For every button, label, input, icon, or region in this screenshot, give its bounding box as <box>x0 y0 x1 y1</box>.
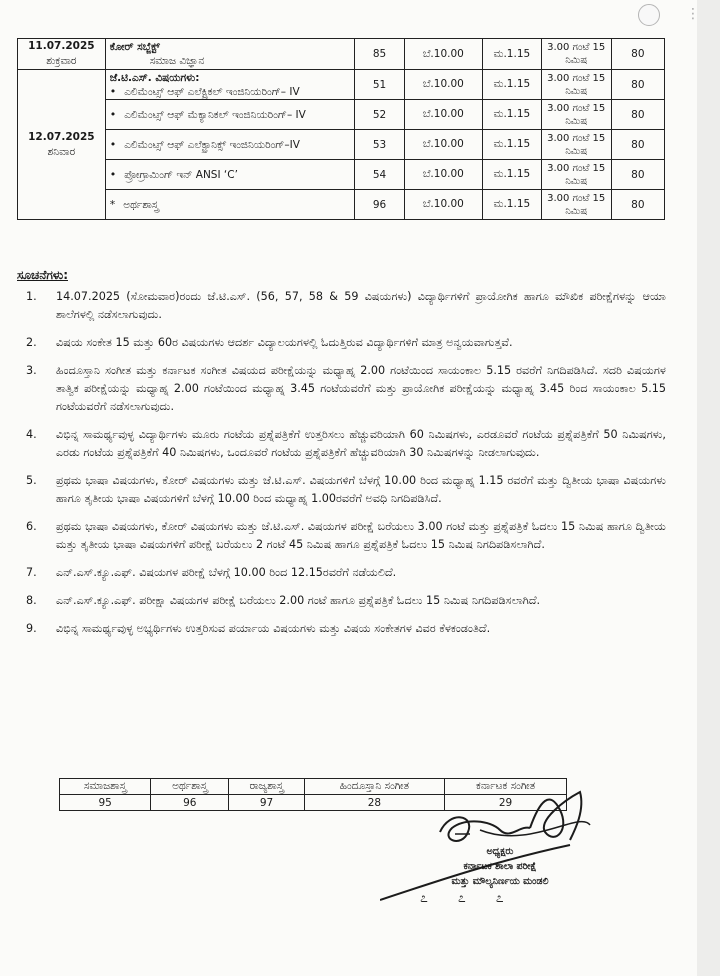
list-item <box>26 472 666 508</box>
note-text: ವಿಷಯ ಸಂಕೇತ 15 ಮತ್ತು 60ರ ವಿಷಯಗಳು ಆದರ್ಶ ವಿದ್ಯಾಲಯಗಳಲ್ಲಿ ಓದುತ್ತಿರುವ ವಿದ್ಯಾರ್ಥಿಗಳಿಗೆ ಮಾತ್ರ ಅನ್ವಯವಾಗುತ್ತವೆ. <box>56 336 513 349</box>
circle-icon[interactable] <box>638 4 660 26</box>
exam-day: ಶನಿವಾರ <box>47 145 76 158</box>
more-options-icon[interactable]: ⋮ <box>686 6 700 22</box>
max-marks: 80 <box>611 190 664 220</box>
note-number: 5. <box>26 474 37 487</box>
end-time: ಮ.1.15 <box>483 190 542 220</box>
subject-name-cell: ಕರ್ನಾಟಕ ಸಂಗೀತ <box>445 779 567 795</box>
subject-code: 96 <box>355 190 404 220</box>
signatory-org: ಕರ್ನಾಟಕ ಶಾಲಾ ಪರೀಕ್ಷೆ <box>463 861 537 872</box>
duration: 3.00 ಗಂಟೆ 15 ನಿಮಿಷ <box>541 39 611 70</box>
subject-name-cell: ಸಮಾಜಶಾಸ್ತ್ರ <box>60 779 151 795</box>
note-text: ಪ್ರಥಮ ಭಾಷಾ ವಿಷಯಗಳು, ಕೋರ್ ವಿಷಯಗಳು ಮತ್ತು ಜೆ.ಟಿ.ಎಸ್. ವಿಷಯಗಳ ಪರೀಕ್ಷೆ ಬರೆಯಲು 3.00 ಗಂಟೆ ಮತ್ತು ಪ್ರಶ್ನೆಪತ್ರಿಕೆ ಓದಲು 15 ನಿಮಿಷ ಹಾಗೂ ದ್ವಿತೀಯ ಮತ್ತು ತೃತೀಯ ಭಾಷಾ ವಿಷಯಗಳಿಗೆ ಪರೀಕ್ಷೆ ಬರೆಯಲು 2 ಗಂಟೆ 45 ನಿಮಿಷ ಹಾಗೂ ಪ್ರಶ್ನೆಪತ್ರಿಕೆ ಓದಲು 15 ನಿಮಿಷ ನಿಗದಿಪಡಿಸಲಾಗಿದೆ. <box>56 520 666 551</box>
start-time: ಬೆ.10.00 <box>404 160 482 190</box>
subject-code: 51 <box>355 70 404 100</box>
start-time: ಬೆ.10.00 <box>404 130 482 160</box>
list-item <box>26 426 666 462</box>
subject-name: ಅರ್ಥಶಾಸ್ತ್ರ <box>123 198 159 211</box>
subject-name: ಪ್ರೋಗ್ರಾಮಿಂಗ್ ಇನ್ ANSI ‘C’ <box>124 168 238 181</box>
notes-title: ಸೂಚನೆಗಳು: <box>17 268 68 282</box>
note-text: 14.07.2025 (ಸೋಮವಾರ)ರಂದು ಜೆ.ಟಿ.ಎಸ್. (56, 57, 58 & 59 ವಿಷಯಗಳು) ವಿದ್ಯಾರ್ಥಿಗಳಿಗೆ ಪ್ರಾಯೋಗಿಕ ಹಾಗೂ ಮೌಖಿಕ ಪರೀಕ್ಷೆಗಳನ್ನು ಆಯಾ ಶಾಲೆಗಳಲ್ಲಿ ನಡೆಸಲಾಗುವುದು. <box>56 290 666 321</box>
note-text: ಪ್ರಥಮ ಭಾಷಾ ವಿಷಯಗಳು, ಕೋರ್ ವಿಷಯಗಳು ಮತ್ತು ಜೆ.ಟಿ.ಎಸ್. ವಿಷಯಗಳಿಗೆ ಬೆಳಗ್ಗೆ 10.00 ರಿಂದ ಮಧ್ಯಾಹ್ನ 1.15 ರವರೆಗೆ ಮತ್ತು ದ್ವಿತೀಯ ಭಾಷಾ ವಿಷಯಗಳು ಹಾಗೂ ತೃತೀಯ ಭಾಷಾ ವಿಷಯಗಳಿಗೆ ಬೆಳಗ್ಗೆ 10.00 ರಿಂದ ಮಧ್ಯಾಹ್ನ 1.00ರವರೆಗೆ ಅವಧಿ ನಿಗದಿಪಡಿಸಿದೆ. <box>56 474 666 505</box>
table-row <box>18 39 665 70</box>
end-time: ಮ.1.15 <box>483 39 542 70</box>
duration: 3.00 ಗಂಟೆ 15 ನಿಮಿಷ <box>541 100 611 130</box>
signature-block <box>425 844 575 889</box>
note-text: ವಿಭಿನ್ನ ಸಾಮರ್ಥ್ಯವುಳ್ಳ ವಿದ್ಯಾರ್ಥಿಗಳು ಮೂರು ಗಂಟೆಯ ಪ್ರಶ್ನೆಪತ್ರಿಕೆಗೆ ಉತ್ತರಿಸಲು ಹೆಚ್ಚುವರಿಯಾಗಿ 60 ನಿಮಿಷಗಳು, ಎರಡೂವರೆ ಗಂಟೆಯ ಪ್ರಶ್ನೆಪತ್ರಿಕೆಗೆ 50 ನಿಮಿಷಗಳು, ಎರಡು ಗಂಟೆಯ ಪ್ರಶ್ನೆಪತ್ರಿಕೆಗೆ 40 ನಿಮಿಷಗಳು, ಒಂದೂವರೆ ಗಂಟೆಯ ಪ್ರಶ್ನೆಪತ್ರಿಕೆಗೆ ಹೆಚ್ಚುವರಿಯಾಗಿ 30 ನಿಮಿಷಗಳನ್ನು ನೀಡಲಾಗುವುದು. <box>56 428 666 459</box>
subject-code: 52 <box>355 100 404 130</box>
note-number: 6. <box>26 520 37 533</box>
subject-group: ಕೋರ್ ಸಬ್ಜೆಕ್ಟ್ <box>109 41 160 53</box>
note-text: ವಿಭಿನ್ನ ಸಾಮರ್ಥ್ಯವುಳ್ಳ ಅಭ್ಯರ್ಥಿಗಳು ಉತ್ತರಿಸುವ ಪರ್ಯಾಯ ವಿಷಯಗಳು ಮತ್ತು ವಿಷಯ ಸಂಕೇತಗಳ ವಿವರ ಕೆಳಕಂಡಂತಿದೆ. <box>56 622 491 635</box>
duration: 3.00 ಗಂಟೆ 15 ನಿಮಿಷ <box>541 70 611 100</box>
start-time: ಬೆ.10.00 <box>404 70 482 100</box>
exam-date: 12.07.2025 <box>28 130 95 143</box>
note-number: 2. <box>26 336 37 349</box>
bullet-icon: • <box>109 167 117 181</box>
start-time: ಬೆ.10.00 <box>404 190 482 220</box>
end-time: ಮ.1.15 <box>483 100 542 130</box>
subject-name-cell: ರಾಜ್ಯಶಾಸ್ತ್ರ <box>229 779 304 795</box>
exam-day: ಶುಕ್ರವಾರ <box>46 55 77 67</box>
bullet-icon: • <box>109 107 117 121</box>
subject-name: ಎಲಿಮೆಂಟ್ಸ್ ಆಫ್ ಮೆಕ್ಯಾನಿಕಲ್ ಇಂಜಿನಿಯರಿಂಗ್– IV <box>124 108 306 121</box>
note-text: ಹಿಂದೂಸ್ತಾನಿ ಸಂಗೀತ ಮತ್ತು ಕರ್ನಾಟಕ ಸಂಗೀತ ವಿಷಯದ ಪರೀಕ್ಷೆಯನ್ನು ಮಧ್ಯಾಹ್ನ 2.00 ಗಂಟೆಯಿಂದ ಸಾಯಂಕಾಲ 5.15 ರವರೆಗೆ ನಿಗದಿಪಡಿಸಿದೆ. ಸದರಿ ವಿಷಯಗಳ ತಾತ್ವಿಕ ಪರೀಕ್ಷೆಯನ್ನು ಮಧ್ಯಾಹ್ನ 2.00 ಗಂಟೆಯಿಂದ ಮಧ್ಯಾಹ್ನ 3.45 ಗಂಟೆಯವರೆಗೆ ಮತ್ತು ಪ್ರಾಯೋಗಿಕ ಪರೀಕ್ಷೆಯನ್ನು ಮಧ್ಯಾಹ್ನ 3.45 ರಿಂದ ಸಾಯಂಕಾಲ 5.15 ಗಂಟೆಯವರೆಗೆ ನಡೆಸಲಾಗುವುದು. <box>56 364 666 413</box>
handwritten-marks: ೭೭೭ <box>420 890 534 906</box>
list-item <box>26 564 666 582</box>
signatory-org-2: ಮತ್ತು ಮೌಲ್ಯನಿರ್ಣಯ ಮಂಡಲಿ <box>451 876 549 887</box>
note-text: ಎನ್.ಎಸ್.ಕ್ಯೂ.ಎಫ್. ಪರೀಕ್ಷಾ ವಿಷಯಗಳ ಪರೀಕ್ಷೆ ಬರೆಯಲು 2.00 ಗಂಟೆ ಹಾಗೂ ಪ್ರಶ್ನೆಪತ್ರಿಕೆ ಓದಲು 15 ನಿಮಿಷ ನಿಗದಿಪಡಿಸಲಾಗಿದೆ. <box>56 594 541 607</box>
max-marks: 80 <box>611 100 664 130</box>
list-item <box>26 362 666 416</box>
subject-name-cell: ಹಿಂದೂಸ್ತಾನಿ ಸಂಗೀತ <box>304 779 444 795</box>
subject-code: 54 <box>355 160 404 190</box>
asterisk-icon: * <box>109 197 116 211</box>
note-number: 1. <box>26 290 37 303</box>
exam-timetable <box>17 38 665 220</box>
subject-code-cell: 97 <box>229 795 304 811</box>
note-number: 7. <box>26 566 37 579</box>
list-item <box>26 334 666 352</box>
max-marks: 80 <box>611 39 664 70</box>
bullet-icon: • <box>109 84 117 98</box>
table-row <box>18 160 665 190</box>
subject-group: ಜೆ.ಟಿ.ಎಸ್. ವಿಷಯಗಳು: <box>109 71 200 84</box>
subject-code-cell: 29 <box>445 795 567 811</box>
subject-code: 53 <box>355 130 404 160</box>
subject-code-cell: 96 <box>151 795 229 811</box>
max-marks: 80 <box>611 160 664 190</box>
viewer-side-strip <box>697 0 720 976</box>
list-item <box>26 288 666 324</box>
note-number: 9. <box>26 622 37 635</box>
table-row <box>18 100 665 130</box>
duration: 3.00 ಗಂಟೆ 15 ನಿಮಿಷ <box>541 160 611 190</box>
notes-list <box>26 288 666 648</box>
note-number: 8. <box>26 594 37 607</box>
start-time: ಬೆ.10.00 <box>404 100 482 130</box>
duration: 3.00 ಗಂಟೆ 15 ನಿಮಿಷ <box>541 190 611 220</box>
list-item <box>26 592 666 610</box>
subject-code-cell: 95 <box>60 795 151 811</box>
table-row <box>18 70 665 100</box>
subject-name: ಸಮಾಜ ವಿಜ್ಞಾನ <box>149 55 205 67</box>
max-marks: 80 <box>611 130 664 160</box>
end-time: ಮ.1.15 <box>483 70 542 100</box>
table-row <box>18 190 665 220</box>
list-item <box>26 518 666 554</box>
subject-name: ಎಲಿಮೆಂಟ್ಸ್ ಆಫ್ ಎಲೆಕ್ಟ್ರಾನಿಕ್ಸ್ ಇಂಜಿನಿಯರಿಂಗ್–IV <box>124 138 300 151</box>
note-number: 4. <box>26 428 37 441</box>
end-time: ಮ.1.15 <box>483 160 542 190</box>
subject-name: ಎಲಿಮೆಂಟ್ಸ್ ಆಫ್ ಎಲೆಕ್ಟ್ರಿಕಲ್ ಇಂಜಿನಿಯರಿಂಗ್– IV <box>124 85 300 98</box>
bullet-icon: • <box>109 137 117 151</box>
subject-code: 85 <box>355 39 404 70</box>
note-text: ಎನ್.ಎಸ್.ಕ್ಯೂ.ಎಫ್. ವಿಷಯಗಳ ಪರೀಕ್ಷೆ ಬೆಳಗ್ಗೆ 10.00 ರಿಂದ 12.15ರವರೆಗೆ ನಡೆಯಲಿದೆ. <box>56 566 397 579</box>
subject-name-cell: ಅರ್ಥಶಾಸ್ತ್ರ <box>151 779 229 795</box>
signatory-title: ಅಧ್ಯಕ್ಷರು <box>486 846 514 857</box>
max-marks: 80 <box>611 70 664 100</box>
exam-date: 11.07.2025 <box>28 40 95 52</box>
duration: 3.00 ಗಂಟೆ 15 ನಿಮಿಷ <box>541 130 611 160</box>
table-row <box>18 130 665 160</box>
end-time: ಮ.1.15 <box>483 130 542 160</box>
subject-code-cell: 28 <box>304 795 444 811</box>
note-number: 3. <box>26 364 37 377</box>
start-time: ಬೆ.10.00 <box>404 39 482 70</box>
list-item <box>26 620 666 638</box>
